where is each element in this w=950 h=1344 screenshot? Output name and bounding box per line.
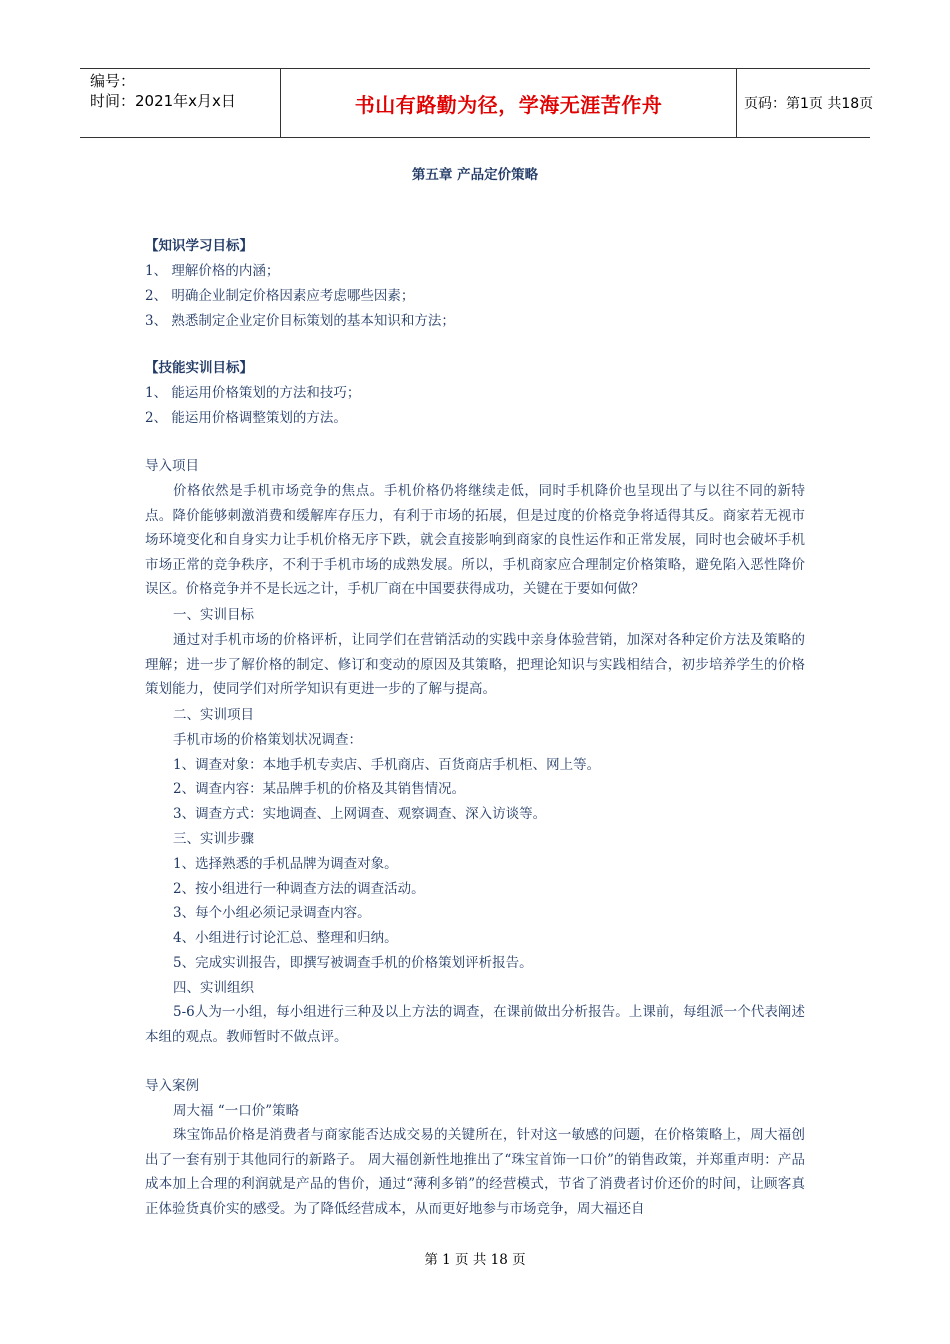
section-1-paragraph: 通过对手机市场的价格评析，让同学们在营销活动的实践中亲身体验营销，加深对各种定价方法及策略的理解；进一步了解价格的制定、修订和变动的原因及其策略，把理论知识与实践相结合，初步培养学生的价格策划能力，使同学们对所学知识有更进一步的了解与提高。 [145, 632, 805, 698]
chapter-title: 第五章 产品定价策略 [411, 167, 539, 183]
section-2-line: 3、调查方式：实地调查、上网调查、观察调查、深入访谈等。 [173, 806, 547, 822]
number-label: 编号： [90, 72, 136, 90]
intro-project-heading: 导入项目 [145, 458, 199, 474]
motto: 书山有路勤为径，学海无涯苦作舟 [354, 92, 663, 117]
section-3-heading: 三、实训步骤 [173, 831, 254, 847]
section-3-line: 2、按小组进行一种调查方法的调查活动。 [173, 881, 425, 897]
section-1-heading: 一、实训目标 [173, 607, 254, 623]
knowledge-heading: 【知识学习目标】 [145, 238, 253, 254]
intro-project-paragraph: 价格依然是手机市场竞争的焦点。手机价格仍将继续走低，同时手机降价也呈现出了与以往不同的新特点。降价能够刺激消费和缓解库存压力，有利于市场的拓展，但是过度的价格竞争将适得其反。商家若无视市场环境变化和自身实力让手机价格无序下跌，就会直接影响到商家的良性运作和正常发展，同时也会破坏手机市场正常的竞争秩序，不利于手机市场的成熟发展。所以，手机商家应合理制定价格策略，避免陷入恶性降价误区。价格竞争并不是长远之计，手机厂商在中国要获得成功，关键在于要如何做？ [145, 483, 805, 598]
header-meta [80, 69, 280, 137]
section-3-line: 3、每个小组必须记录调查内容。 [173, 905, 371, 921]
knowledge-item-1: 1、 理解价格的内涵； [145, 263, 280, 279]
knowledge-item-3: 3、 熟悉制定企业定价目标策划的基本知识和方法； [145, 313, 455, 329]
section-3-line: 5、完成实训报告，即撰写被调查手机的价格策划评析报告。 [173, 955, 533, 971]
section-2-line: 手机市场的价格策划状况调查： [173, 732, 362, 748]
header-motto-cell [280, 69, 737, 137]
section-2-line: 2、调查内容：某品牌手机的价格及其销售情况。 [173, 781, 466, 797]
section-2-line: 1、调查对象：本地手机专卖店、手机商店、百货商店手机柜、网上等。 [173, 757, 601, 773]
section-3-line: 4、小组进行讨论汇总、整理和归纳。 [173, 930, 398, 946]
case-paragraph: 珠宝饰品价格是消费者与商家能否达成交易的关键所在，针对这一敏感的问题，在价格策略上，周大福创出了一套有别于其他同行的新路子。 周大福创新性地推出了“珠宝首饰一口价”的销售政策，并郑重声明：产品成本加上合理的利润就是产品的售价，通过“薄利多销”的经营模式，节省了消费者讨价还价的时间，让顾客真正体验货真价实的感受。为了降低经营成本，从而更好地参与市场竞争，周大福还自 [145, 1127, 805, 1217]
page-footer: 第 1 页 共 18 页 [424, 1252, 526, 1268]
time-label: 时间：2021年x月x日 [90, 92, 236, 110]
knowledge-item-2: 2、 明确企业制定价格因素应考虑哪些因素； [145, 288, 415, 304]
page-label: 页码：第1页 共18页 [744, 96, 874, 112]
intro-case-heading: 导入案例 [145, 1078, 199, 1094]
section-2-heading: 二、实训项目 [173, 707, 254, 723]
case-title: 周大福 “一口价”策略 [173, 1103, 300, 1119]
section-4-paragraph: 5-6人为一小组，每小组进行三种及以上方法的调查，在课前做出分析报告。上课前，每组派一个代表阐述本组的观点。教师暂时不做点评。 [145, 1004, 805, 1045]
skills-heading: 【技能实训目标】 [145, 360, 253, 376]
header-page-cell [736, 69, 874, 137]
section-4-heading: 四、实训组织 [173, 980, 254, 996]
section-3-line: 1、选择熟悉的手机品牌为调查对象。 [173, 856, 398, 872]
skills-item-2: 2、 能运用价格调整策划的方法。 [145, 410, 347, 426]
document-header [80, 68, 874, 138]
skills-item-1: 1、 能运用价格策划的方法和技巧； [145, 385, 361, 401]
